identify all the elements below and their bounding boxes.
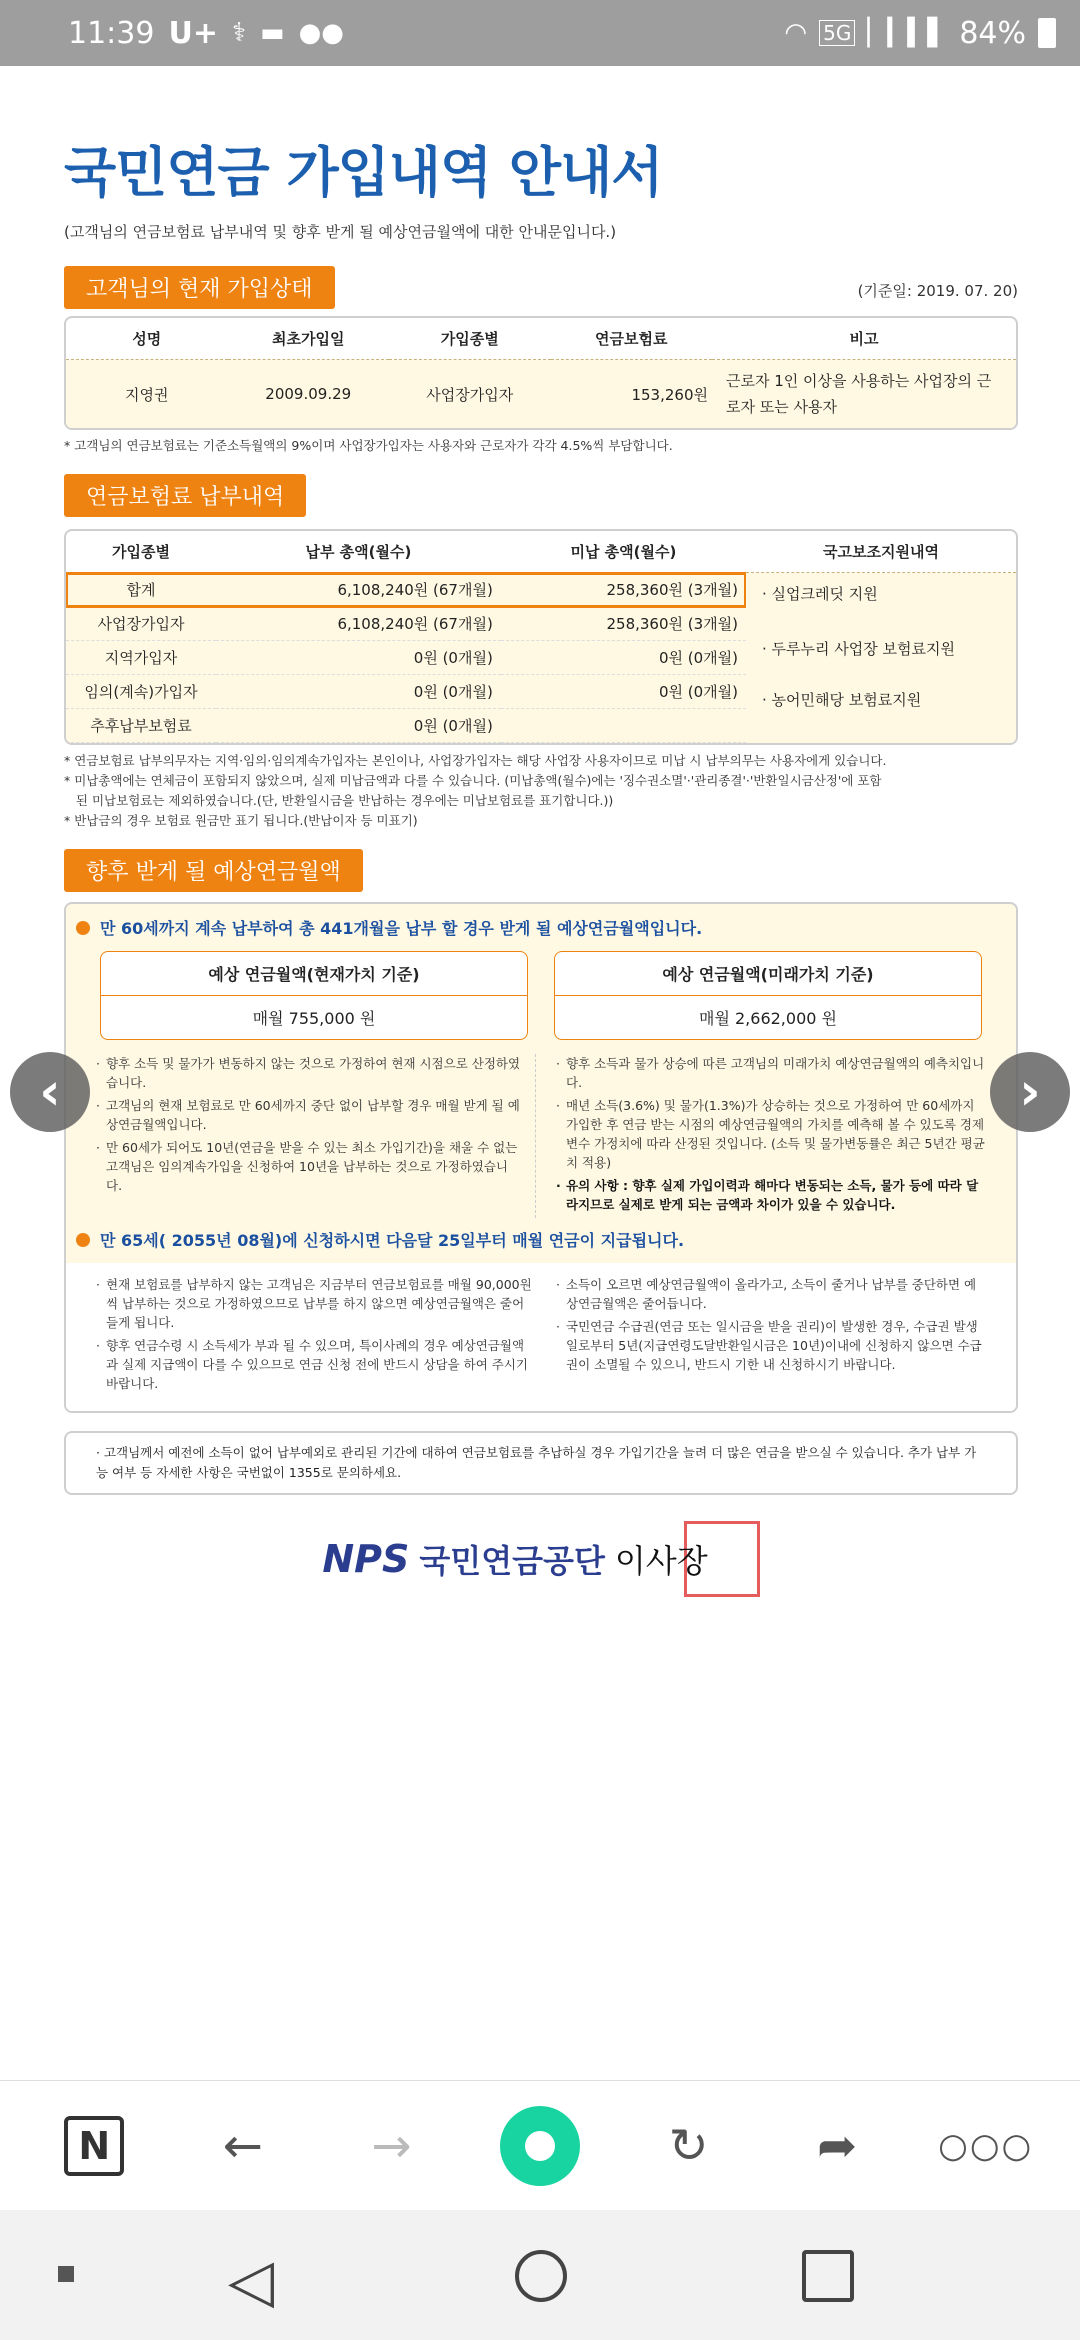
subsidy-item: · 두루누리 사업장 보험료지원 xyxy=(762,640,955,658)
carrier-label: U+ xyxy=(168,15,218,51)
dot-indicator-icon xyxy=(58,2266,74,2282)
row-label: 지역가입자 xyxy=(66,641,216,675)
signer-title: 이사장 xyxy=(614,1542,708,1580)
nav-home-button[interactable] xyxy=(515,2250,567,2302)
signal-icon: ▏▎▍▌ xyxy=(867,18,948,48)
current-value-box xyxy=(100,951,528,1040)
current-value-amount: 매월 755,000 원 xyxy=(252,1009,376,1028)
nav-recents-button[interactable] xyxy=(802,2250,854,2302)
network-label: 5G xyxy=(819,20,855,46)
pill-icon: ⚕ xyxy=(231,18,247,48)
row-paid: 6,108,240원 (67개월) xyxy=(216,573,501,607)
future-value-box xyxy=(554,951,982,1040)
more-icon: ○○○ xyxy=(938,2125,1034,2166)
prev-page-button[interactable] xyxy=(10,1052,90,1132)
payout-bullet: 만 65세( 2055년 08월)에 신청하시면 다음달 25일부터 매월 연금이 지급됩니다. xyxy=(76,1228,1006,1251)
nav-back-button[interactable]: ◁ xyxy=(228,2246,275,2316)
payment-note: * 미납총액에는 연체금이 포함되지 않았으며, 실제 미납금액과 다를 수 있습니다. (미납총액(월수)에는 '징수권소멸'·'관리종결'·'반환일시금산정'에 포함 xyxy=(64,773,882,788)
footer-note: · 고객님께서 예전에 소득이 없어 납부예외로 관리된 기간에 대하여 연금보험료를 추납하실 경우 가입기간을 늘려 더 많은 연금을 받으실 수 있습니다. 추가 납부 가능 여부 등 자세한 사항은 국번없이 1355로 문의하세요. xyxy=(64,1431,1018,1495)
section-heading-expected: 향후 받게 될 예상연금월액 xyxy=(64,849,363,892)
payment-notes xyxy=(64,751,1018,831)
row-unpaid: 258,360원 (3개월) xyxy=(501,607,746,641)
note-item: · 향후 연금수령 시 소득세가 부과 될 수 있으며, 특이사례의 경우 예상연금월액과 실제 지급액이 다를 수 있으므로 연금 신청 전에 반드시 상담을 하여 주시기 바랍니다. xyxy=(96,1336,536,1393)
col-type: 가입종별 xyxy=(66,531,216,573)
current-value-title: 예상 연금월액(현재가치 기준) xyxy=(101,952,527,996)
arrow-left-icon: ← xyxy=(222,2117,263,2174)
payment-table xyxy=(64,529,1018,745)
forward-button[interactable] xyxy=(351,2106,431,2186)
payment-note: * 반납금의 경우 보험료 원금만 표기 됩니다.(반납이자 등 미표기) xyxy=(64,813,418,828)
note-item: · 소득이 오르면 예상연금월액이 올라가고, 소득이 줄거나 납부를 중단하면 예상연금월액은 줄어듭니다. xyxy=(556,1275,986,1313)
future-value-amount: 매월 2,662,000 원 xyxy=(699,1009,837,1028)
table-row xyxy=(66,573,746,607)
green-dot-icon xyxy=(500,2106,580,2186)
battery-icon xyxy=(1038,18,1056,48)
col-remarks: 비고 xyxy=(712,318,1016,360)
expected-pension-box xyxy=(64,902,1018,1413)
note-item: · 유의 사항 : 향후 실제 가입이력과 해마다 변동되는 소득, 물가 등에 따라 달라지므로 실제로 받게 되는 금액과 차이가 있을 수 있습니다. xyxy=(556,1176,986,1214)
naver-n-icon: N xyxy=(64,2116,124,2176)
payment-note: * 연금보험료 납부의무자는 지역·임의·임의계속가입자는 본인이나, 사업장가입자는 해당 사업장 사용자이므로 미납 시 납부의무는 사용자에게 있습니다. xyxy=(64,753,887,768)
note-item: · 고객님의 현재 보험료로 만 60세까지 중단 없이 납부할 경우 매월 받게 될 예상연금월액입니다. xyxy=(96,1096,521,1134)
nps-logo: NPS xyxy=(322,1537,410,1581)
section-heading-payment: 연금보험료 납부내역 xyxy=(64,474,306,517)
note-item: · 현재 보험료를 납부하지 않는 고객님은 지금부터 연금보험료를 매월 90,000원씩 납부하는 것으로 가정하였으므로 납부를 하지 않으면 예상연금월액은 줄어들게 됩니다. xyxy=(96,1275,536,1332)
more-button[interactable] xyxy=(938,2106,1034,2186)
table-row xyxy=(66,675,746,709)
row-label: 임의(계속)가입자 xyxy=(66,675,216,709)
subsidy-item: · 농어민해당 보험료지원 xyxy=(762,691,922,709)
future-value-title: 예상 연금월액(미래가치 기준) xyxy=(555,952,981,996)
cell-remarks: 근로자 1인 이상을 사용하는 사업장의 근로자 또는 사용자 xyxy=(726,372,992,416)
status-table xyxy=(64,316,1018,430)
row-paid: 6,108,240원 (67개월) xyxy=(216,607,501,641)
col-first-join: 최초가입일 xyxy=(228,318,390,360)
bottom-right-notes xyxy=(556,1275,986,1397)
subsidy-panel xyxy=(746,531,1016,743)
row-unpaid: 0원 (0개월) xyxy=(501,675,746,709)
org-name: 국민연금공단 xyxy=(419,1542,605,1580)
page-subtitle: (고객님의 연금보험료 납부내역 및 향후 받게 될 예상연금월액에 대한 안내문입니다.) xyxy=(64,223,617,241)
back-button[interactable] xyxy=(203,2106,283,2186)
share-button[interactable] xyxy=(797,2106,877,2186)
note-item: · 국민연금 수급권(연금 또는 일시금을 받을 권리)이 발생한 경우, 수급권 발생일로부터 5년(지급연령도달반환일시금은 10년)이내에 신청하지 않으면 수급권이 소멸될 수 있으니, 반드시 기한 내 신청하시기 바랍니다. xyxy=(556,1317,986,1374)
browser-toolbar xyxy=(0,2080,1080,2210)
bullet-dot-icon xyxy=(76,1233,90,1247)
system-nav-bar xyxy=(0,2210,1080,2340)
arrow-right-icon: → xyxy=(371,2117,412,2174)
cell-name: 지영권 xyxy=(125,385,169,404)
naver-home-button[interactable] xyxy=(54,2106,134,2186)
green-dot-button[interactable] xyxy=(500,2106,580,2186)
col-join-type: 가입종별 xyxy=(389,318,551,360)
note-item: · 매년 소득(3.6%) 및 물가(1.3%)가 상승하는 것으로 가정하여 만 60세까지 가입한 후 연금 받는 시점의 예상연금월액의 가치를 예측해 볼 수 있도록 경제변수 가정치에 따라 산정된 것입니다. (소득 및 물가변동률은 최근 5년간 평균치 적용) xyxy=(556,1096,986,1172)
chevron-right-icon: › xyxy=(1019,1062,1041,1122)
note-item: · 향후 소득과 물가 상승에 따른 고객님의 미래가치 예상연금월액의 예측치입니다. xyxy=(556,1054,986,1092)
row-unpaid: 258,360원 (3개월) xyxy=(501,573,746,607)
section-heading-status: 고객님의 현재 가입상태 xyxy=(64,266,335,309)
col-unpaid: 미납 총액(월수) xyxy=(501,531,746,573)
clock: 11:39 xyxy=(68,15,155,51)
bottom-left-notes xyxy=(96,1275,536,1397)
share-icon: ➦ xyxy=(816,2117,858,2174)
subsidy-item: · 실업크레딧 지원 xyxy=(762,585,878,603)
status-bar xyxy=(0,0,1080,66)
ticket-icon: ▬ xyxy=(260,18,285,48)
row-paid: 0원 (0개월) xyxy=(216,675,501,709)
row-unpaid: 0원 (0개월) xyxy=(501,641,746,675)
chevron-left-icon: ‹ xyxy=(39,1062,61,1122)
row-unpaid xyxy=(501,709,746,743)
row-paid: 0원 (0개월) xyxy=(216,641,501,675)
expected-bullet: 만 60세까지 계속 납부하여 총 441개월을 납부 할 경우 받게 될 예상연금월액입니다. xyxy=(76,916,1006,939)
row-label: 사업장가입자 xyxy=(66,607,216,641)
cell-join-type: 사업장가입자 xyxy=(426,385,514,404)
col-subsidy: 국고보조지원내역 xyxy=(746,531,1016,573)
cell-premium: 153,260원 xyxy=(631,385,708,404)
row-label: 추후납부보험료 xyxy=(66,709,216,743)
footprint-icon: ●● xyxy=(298,18,344,48)
pension-statement xyxy=(64,100,1018,1597)
col-premium: 연금보험료 xyxy=(551,318,713,360)
wifi-icon: ◠ xyxy=(784,18,808,48)
table-row xyxy=(66,607,746,641)
note-item: · 만 60세가 되어도 10년(연금을 받을 수 있는 최소 가입기간)을 채울 수 없는 고객님은 임의계속가입을 신청하여 10년을 납부하는 것으로 가정하였습니다. xyxy=(96,1138,521,1195)
payment-note: 된 미납보험료는 제외하였습니다.(단, 반환일시금을 반납하는 경우에는 미납보험료를 표기합니다.)) xyxy=(64,793,614,808)
page-title: 국민연금 가입내역 안내서 xyxy=(64,141,663,204)
status-note: * 고객님의 연금보험료는 기준소득월액의 9%이며 사업장가입자는 사용자와 근로자가 각각 4.5%씩 부담합니다. xyxy=(64,438,673,453)
col-paid: 납부 총액(월수) xyxy=(216,531,501,573)
bullet-dot-icon xyxy=(76,921,90,935)
table-row xyxy=(66,641,746,675)
refresh-button[interactable] xyxy=(649,2106,729,2186)
refresh-icon: ↻ xyxy=(668,2117,709,2174)
cell-first-join: 2009.09.29 xyxy=(265,385,352,403)
future-notes xyxy=(556,1054,986,1218)
battery-label: 84% xyxy=(959,15,1026,51)
next-page-button[interactable] xyxy=(990,1052,1070,1132)
table-row xyxy=(66,709,746,743)
row-label: 합계 xyxy=(66,573,216,607)
base-date: (기준일: 2019. 07. 20) xyxy=(857,282,1018,300)
org-signature xyxy=(64,1521,1018,1597)
row-paid: 0원 (0개월) xyxy=(216,709,501,743)
note-item: · 향후 소득 및 물가가 변동하지 않는 것으로 가정하여 현재 시점으로 산정하였습니다. xyxy=(96,1054,521,1092)
current-notes xyxy=(96,1054,536,1218)
col-name: 성명 xyxy=(66,318,228,360)
